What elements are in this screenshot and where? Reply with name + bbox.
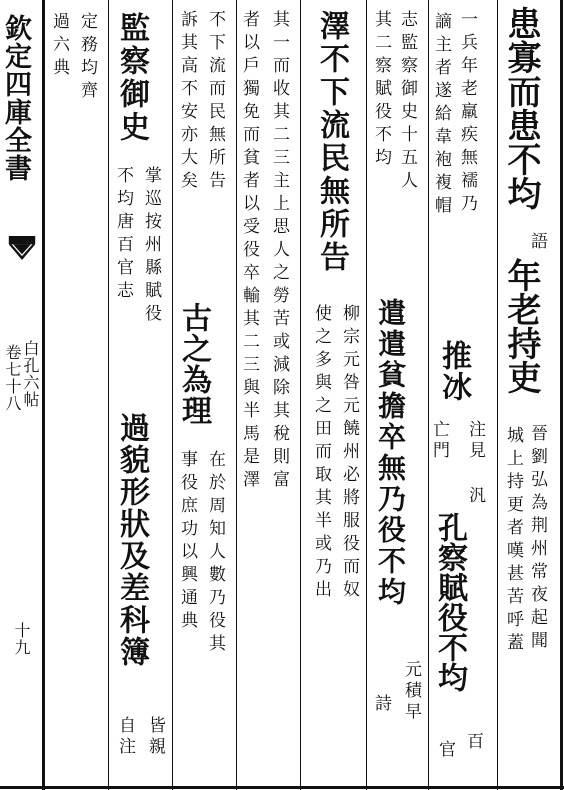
column-rule: [428, 0, 429, 790]
column-4-note-2: 元積早: [401, 660, 421, 723]
margin-page-number: 十九: [12, 622, 31, 656]
column-12-main: 監察御史: [114, 12, 149, 144]
column-10-note: 不下流而民無所告: [205, 10, 225, 194]
column-14-note: 定務均齊: [77, 12, 97, 104]
column-5-note: 其二察賦役不均: [371, 10, 391, 171]
column-2-note: 一兵年老羸疾無襦乃: [457, 10, 477, 217]
column-7-note: 使之多與之田而取其半或乃出: [311, 304, 331, 603]
fish-tail-ornament: [0, 236, 44, 296]
column-1-note-3: 城上持更者嘆甚苦呼蓋: [503, 426, 523, 656]
column-8-note: 其一而收其二三主上思人之勞苦或減除其稅則富: [269, 10, 289, 493]
column-2-note-4: 百: [463, 732, 483, 753]
column-11-note: 訴其高不安亦大矣: [177, 10, 197, 194]
column-4-note: 志監察御史十五人: [397, 10, 417, 194]
column-4-main: 遣遣貧擔卒無乃役不均: [374, 298, 407, 608]
page-bottom-border: [0, 786, 564, 789]
column-1-main: 患寡而患不均: [501, 6, 541, 210]
column-3-note: 謫主者遂給韋袍複帽: [431, 12, 451, 219]
column-12-note: 掌巡按州縣賦役: [141, 166, 161, 327]
column-6-note: 柳宗元咎元饒州必將服役而奴: [339, 304, 359, 603]
column-9-note: 者以戶獨免而貧者以受役卒輸其二三與半馬是澤: [239, 10, 259, 493]
column-12-main-2: 過貌形狀及差科簿: [114, 412, 149, 668]
column-1-note-2: 晉劉弘為荆州常夜起聞: [527, 424, 547, 654]
column-2-note-2: 注見: [465, 420, 485, 462]
column-6-main: 澤不下流民無所告: [314, 10, 349, 274]
column-13-note: 不均唐百官志: [113, 166, 133, 304]
column-rule: [497, 0, 498, 790]
column-10-main: 古之為理: [176, 302, 211, 426]
column-15-note: 過六典: [49, 12, 69, 81]
column-1-note: 語: [527, 232, 547, 253]
column-10-note-2: 在於周知人數乃役其: [205, 450, 225, 657]
margin-book: 白孔六帖: [21, 340, 40, 408]
column-3-note-3: 官: [435, 740, 455, 761]
column-rule: [236, 0, 237, 790]
column-rule: [172, 0, 173, 790]
column-2-main: 推冰: [436, 340, 471, 402]
margin-volume: 卷七十八: [3, 344, 22, 412]
column-12-note-2: 皆親: [145, 716, 165, 758]
column-rule: [108, 0, 109, 790]
column-2-note-3: 汎: [465, 486, 485, 507]
column-2-main-2: 孔察賦役不均: [432, 512, 467, 692]
column-11-note-2: 事役庶功以興通典: [177, 450, 197, 634]
margin-rule: [42, 0, 45, 790]
page-right-border: [560, 0, 563, 790]
column-rule: [300, 0, 301, 790]
column-3-note-2: 亡門: [429, 420, 449, 462]
column-13-note-2: 自注: [115, 716, 135, 758]
column-1-main-2: 年老持吏: [501, 258, 541, 394]
column-5-note-2: 詩: [371, 694, 391, 715]
column-rule: [366, 0, 367, 790]
margin-title: 欽定四庫全書: [0, 14, 31, 182]
